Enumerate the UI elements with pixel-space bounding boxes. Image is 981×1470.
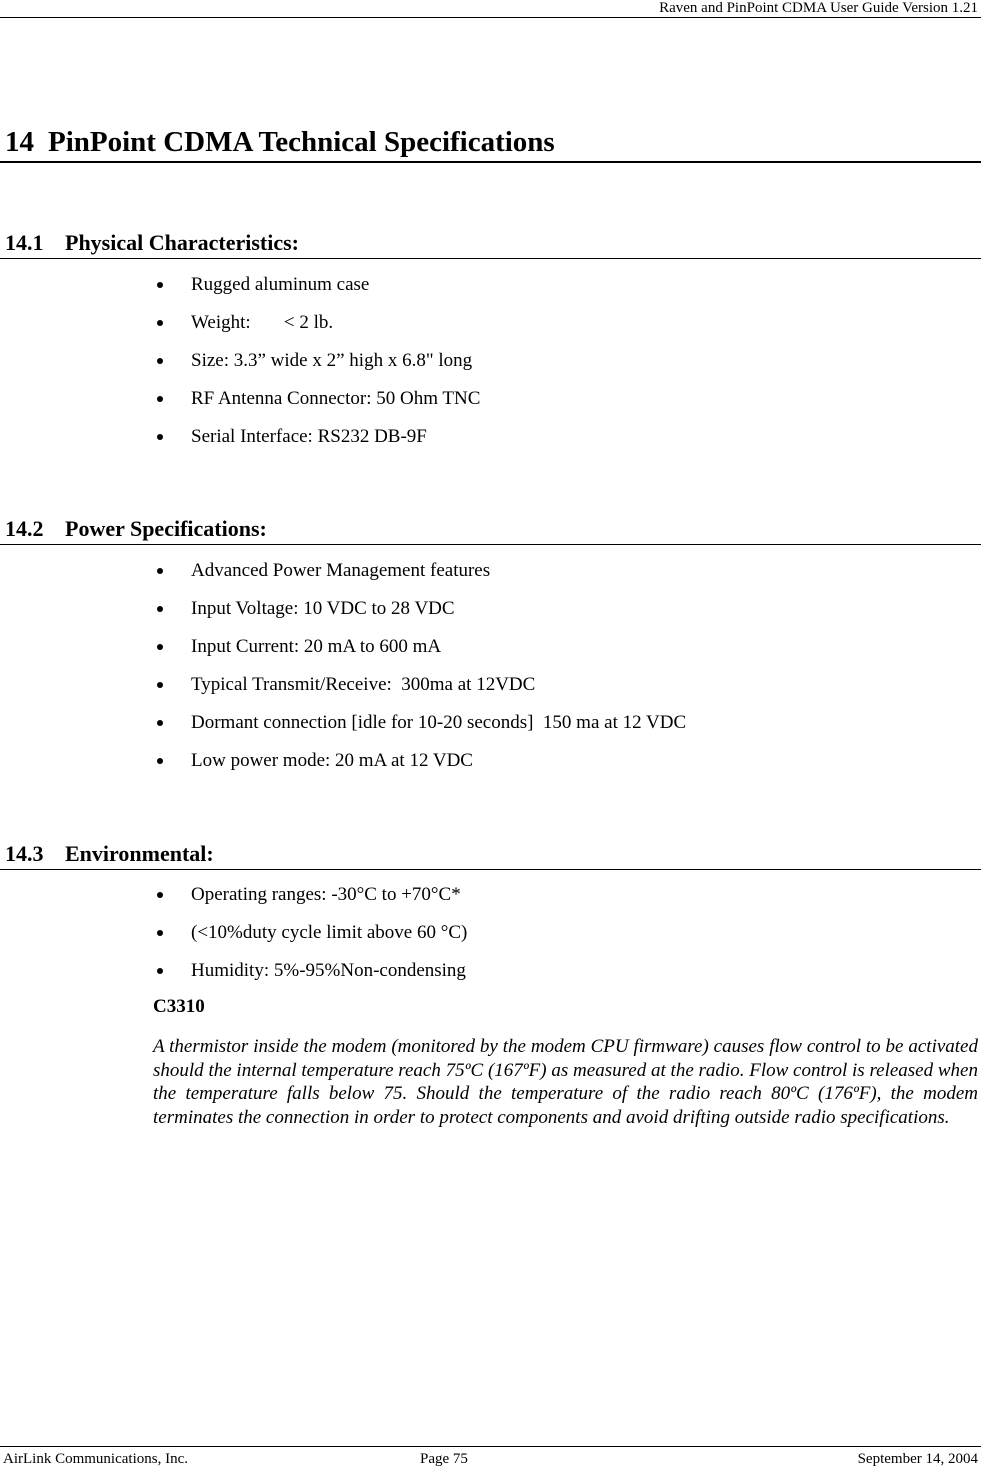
physical-list: [153, 273, 480, 463]
footer-date: September 14, 2004: [857, 1451, 978, 1467]
bullet-icon: [157, 358, 163, 364]
power-list: [153, 559, 686, 787]
bullet-icon: [157, 968, 163, 974]
bullet-icon: [157, 930, 163, 936]
list-item: [153, 673, 686, 711]
list-item-text: Typical Transmit/Receive: 300ma at 12VDC: [191, 674, 536, 695]
list-item: [153, 711, 686, 749]
list-item: [153, 387, 480, 425]
section-title-text: Environmental:: [65, 841, 214, 866]
section-title-power: [5, 515, 267, 543]
list-item: [153, 425, 480, 463]
list-item-text: Input Current: 20 mA to 600 mA: [191, 636, 442, 657]
list-item-text: RF Antenna Connector: 50 Ohm TNC: [191, 388, 481, 409]
header-rule: [0, 17, 981, 18]
bullet-icon: [157, 434, 163, 440]
bullet-icon: [157, 720, 163, 726]
list-item: [153, 921, 467, 959]
list-item: [153, 349, 480, 387]
bullet-icon: [157, 892, 163, 898]
list-item: [153, 959, 467, 997]
section-title-text: Power Specifications:: [65, 516, 267, 541]
section-number: 14.2: [5, 516, 44, 541]
list-item-text: Operating ranges: -30°C to +70°C*: [191, 884, 461, 905]
thermistor-note: A thermistor inside the modem (monitored by the modem CPU firmware) causes flow control to be activated should the internal temperature reach 75ºC (167ºF) as measured at the radio. Flow control is released when the temperature falls below 75. Should the temperature of the radio reach 80ºC (176ºF), the modem terminates the connection in order to protect components and avoid drifting outside radio specifications.: [153, 1036, 978, 1128]
list-item-text: Advanced Power Management features: [191, 560, 491, 581]
list-item-text: Input Voltage: 10 VDC to 28 VDC: [191, 598, 455, 619]
environmental-list: [153, 883, 467, 997]
chapter-number: 14: [5, 126, 34, 158]
list-item: [153, 311, 480, 349]
bullet-icon: [157, 568, 163, 574]
list-item-text: Low power mode: 20 mA at 12 VDC: [191, 750, 473, 771]
list-item-text: Serial Interface: RS232 DB-9F: [191, 426, 427, 447]
bullet-icon: [157, 606, 163, 612]
list-item: [153, 273, 480, 311]
list-item-text: Humidity: 5%-95%Non-condensing: [191, 960, 466, 981]
list-item-text: Rugged aluminum case: [191, 274, 370, 295]
section-rule: [0, 544, 981, 545]
list-item: [153, 635, 686, 673]
section-title-text: Physical Characteristics:: [65, 230, 299, 255]
section-number: 14.3: [5, 841, 44, 866]
list-item-text: (<10%duty cycle limit above 60 °C): [191, 922, 468, 943]
model-label: C3310: [153, 996, 205, 1017]
chapter-rule: [0, 161, 981, 163]
section-number: 14.1: [5, 230, 44, 255]
list-item-text: Weight: < 2 lb.: [191, 312, 334, 333]
section-rule: [0, 869, 981, 870]
list-item: [153, 749, 686, 787]
bullet-icon: [157, 282, 163, 288]
bullet-icon: [157, 682, 163, 688]
footer-page-number: Page 75: [420, 1451, 468, 1467]
list-item: [153, 883, 467, 921]
running-header: Raven and PinPoint CDMA User Guide Version 1.21: [659, 0, 978, 16]
footer-company: AirLink Communications, Inc.: [3, 1451, 188, 1467]
section-rule: [0, 258, 981, 259]
bullet-icon: [157, 320, 163, 326]
list-item: [153, 597, 686, 635]
bullet-icon: [157, 758, 163, 764]
footer-rule: [0, 1446, 981, 1447]
chapter-title-text: PinPoint CDMA Technical Specifications: [48, 126, 555, 158]
bullet-icon: [157, 396, 163, 402]
section-title-environmental: [5, 840, 214, 868]
chapter-title: [5, 124, 555, 160]
list-item-text: Size: 3.3” wide x 2” high x 6.8" long: [191, 350, 473, 371]
list-item: [153, 559, 686, 597]
section-title-physical: [5, 229, 299, 257]
bullet-icon: [157, 644, 163, 650]
list-item-text: Dormant connection [idle for 10-20 seconds] 150 ma at 12 VDC: [191, 712, 687, 733]
